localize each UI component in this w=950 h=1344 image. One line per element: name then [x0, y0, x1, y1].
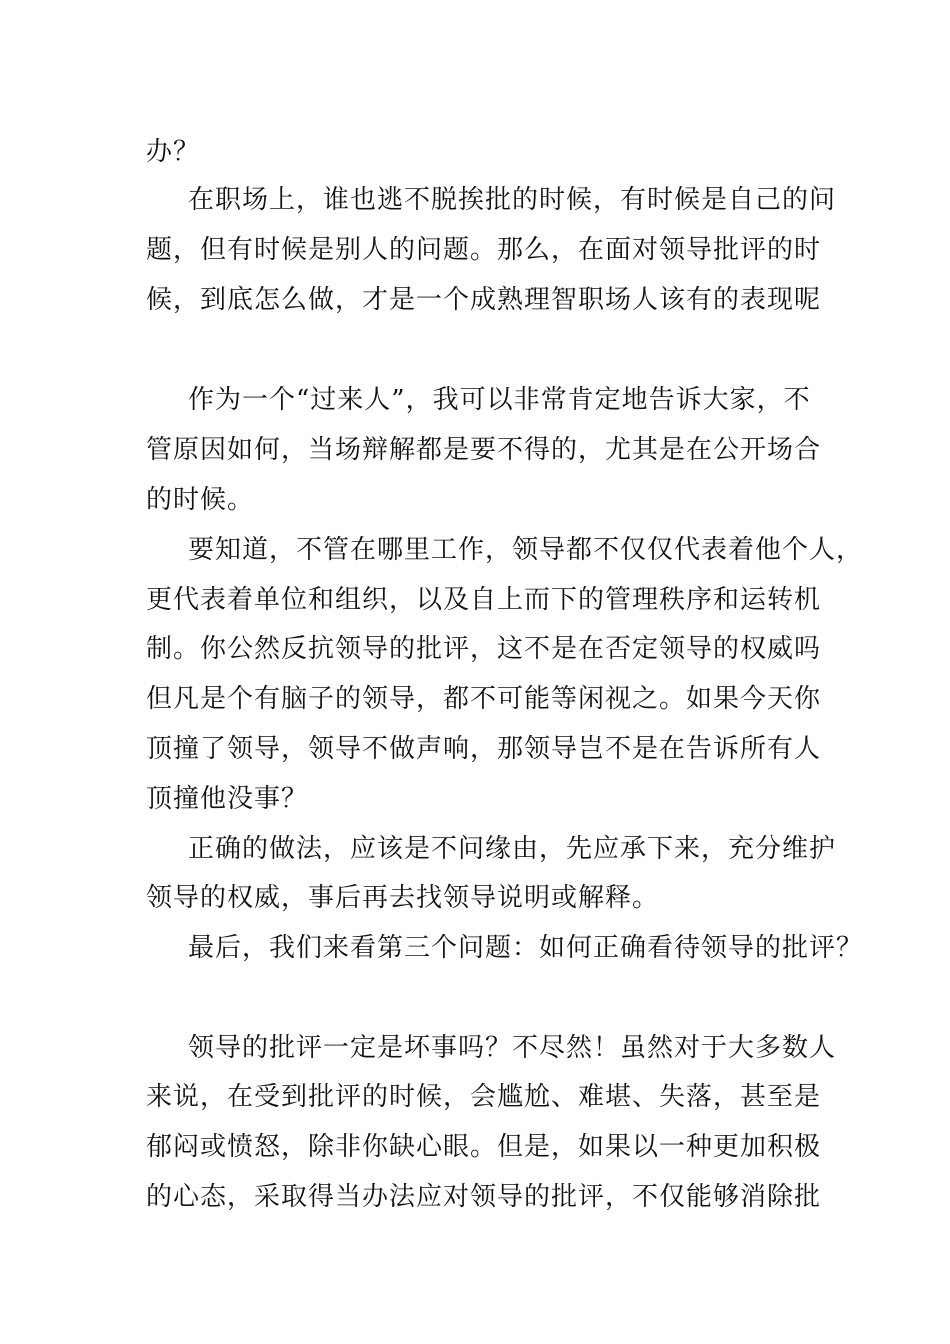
- text-line: 正确的做法，应该是不问缘由，先应承下来，充分维护: [188, 834, 837, 864]
- text-line: 但凡是个有脑子的领导，都不可能等闲视之。如果今天你: [146, 684, 822, 714]
- text-line: 更代表着单位和组织，以及自上而下的管理秩序和运转机: [146, 585, 822, 615]
- text-line: 的心态，采取得当办法应对领导的批评，不仅能够消除批: [146, 1182, 822, 1212]
- text-line: 的时候。: [146, 485, 255, 515]
- text-line: 作为一个“过来人”，我可以非常肯定地告诉大家，不: [188, 385, 811, 415]
- text-line: 候，到底怎么做，才是一个成熟理智职场人该有的表现呢: [146, 285, 822, 315]
- text-line: 要知道，不管在哪里工作，领导都不仅仅代表着他个人，: [188, 535, 864, 565]
- text-line: 最后，我们来看第三个问题：如何正确看待领导的批评？: [188, 933, 864, 963]
- text-line: 办？: [146, 137, 201, 167]
- text-line: 领导的批评一定是坏事吗？不尽然！虽然对于大多数人: [188, 1033, 837, 1063]
- text-line: 来说，在受到批评的时候，会尴尬、难堪、失落，甚至是: [146, 1082, 822, 1112]
- text-line: 顶撞他没事？: [146, 784, 309, 814]
- text-line: 领导的权威，事后再去找领导说明或解释。: [146, 883, 660, 913]
- text-line: 制。你公然反抗领导的批评，这不是在否定领导的权威吗: [146, 634, 822, 664]
- text-line: 在职场上，谁也逃不脱挨批的时候，有时候是自己的问: [188, 185, 837, 215]
- text-line: 顶撞了领导，领导不做声响，那领导岂不是在告诉所有人: [146, 734, 822, 764]
- text-line: 郁闷或愤怒，除非你缺心眼。但是，如果以一种更加积极: [146, 1132, 822, 1162]
- text-line: 管原因如何，当场辩解都是要不得的，尤其是在公开场合: [146, 435, 822, 465]
- text-line: 题，但有时候是别人的问题。那么，在面对领导批评的时: [146, 235, 822, 265]
